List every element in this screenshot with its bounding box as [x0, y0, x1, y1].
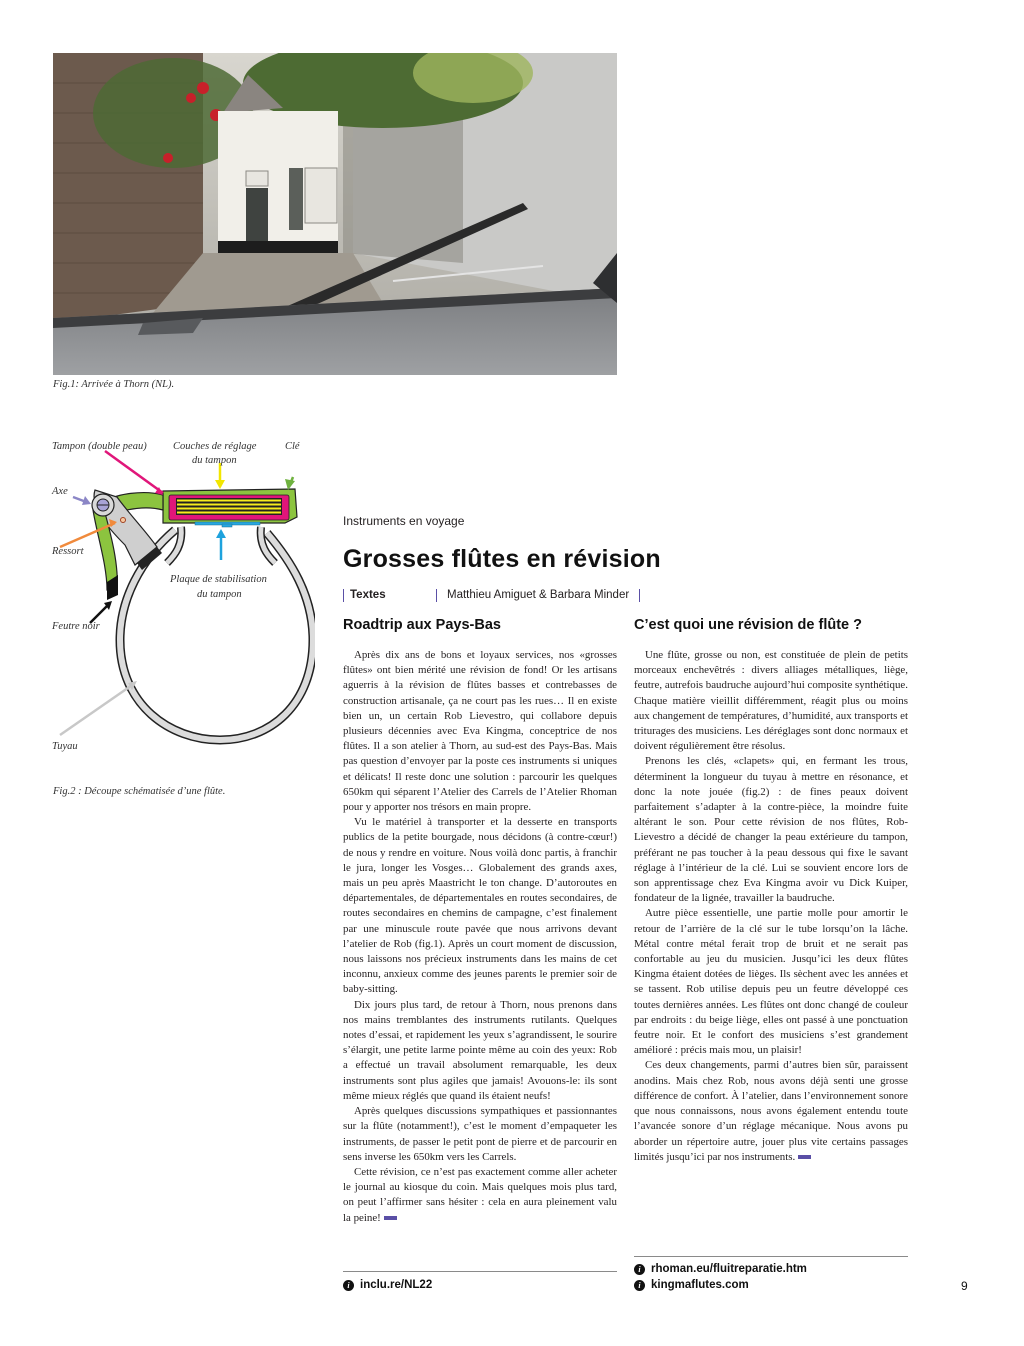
paragraph: Après quelques discussions sympathiques et passionnantes sur la flûte (notamment!), c’est le moment d’empaqueter les instruments, de passer le petit pont de pierre et de parcourir en sens inverse les 650km vers les Carrels. — [343, 1105, 617, 1163]
info-icon: i — [634, 1280, 645, 1291]
link-rhoman[interactable] — [634, 1263, 807, 1275]
paragraph: Après dix ans de bons et loyaux services, nos «grosses flûtes» ont bien mérité une révision de fond! Or les artisans aguerris à la révision de flûtes basses et contrebasses de construction artisanale, ça ne court pas les rues… Il en existe bien un, un certain Rob Lievestro, qui collabore depuis plusieurs décennies avec Eva Kingma, conceptrice de nos flûtes. Il a son atelier à Thorn, au sud-est des Pays-Bas. Mais pas question d’envoyer par la poste ces instruments si uniques et délicats! Il reste donc une solution : parcourir les quelques 650km qui séparent l’Atelier des Carrels de l’Atelier Rhoman pour y apporter nos trésors en main propre. — [343, 649, 617, 814]
end-mark-icon — [798, 1155, 811, 1159]
right-column — [634, 617, 908, 1165]
flute-key-cutaway-diagram — [45, 435, 315, 755]
figure-2-diagram — [45, 435, 315, 755]
info-icon: i — [634, 1264, 645, 1275]
label-couches-line2: du tampon — [192, 455, 237, 466]
section-kicker: Instruments en voyage — [343, 514, 465, 528]
label-couches-line1: Couches de réglage — [173, 441, 257, 452]
link-text[interactable]: rhoman.eu/fluitreparatie.htm — [651, 1263, 807, 1275]
label-ressort: Ressort — [52, 546, 84, 557]
label-plaque-line2: du tampon — [197, 589, 242, 600]
end-mark-icon — [384, 1216, 397, 1220]
label-axe: Axe — [52, 486, 68, 497]
page-number: 9 — [961, 1279, 968, 1293]
label-feutre: Feutre noir — [52, 621, 100, 632]
figure-1-photo — [53, 53, 617, 375]
label-tuyau: Tuyau — [52, 741, 78, 752]
paragraph-text: Ces deux changements, parmi d’autres bien sûr, paraissent anodins. Mais chez Rob, nous avons déjà senti une grosse différence de confort. À l’atelier, dans l’environnement sonore que nous connaissons, nous avons également entendu toute l’avancée sonore d’un réglage mécanique. Nous avons pu aborder un répertoire autre, jouer plus vite certains passages limités jusqu’ici par nos instruments. — [634, 1059, 908, 1163]
link-kingmaflutes[interactable] — [634, 1279, 749, 1291]
paragraph-text: Cette révision, ce n’est pas exactement comme aller acheter le journal au kiosque du coin. Mais quelques mois plus tard, on peut l’affirmer sans hésiter : cela en aura pleinement valu la peine! — [343, 1165, 617, 1224]
paragraph: Prenons les clés, «clapets» qui, en fermant les trous, déterminent la longueur du tuyau à mettre en résonance, et donc la note jouée (fig.2) : de fines peaux doivent parfaitement s’adapter à la contre-pièce, la moindre fuite altérant le son. Pour cette révision de nos flûtes, Rob-Lievestro a décidé de changer la peau extérieure du tampon, préférant ne pas toucher à la peau dessous qui fixe le savant réglage à l’intérieur de la clé. Lui se souvient encore lors de son apprentissage chez Eva Kingma avoir vu Dick Kuiper, fondateur de la lignée, travailler la baudruche. — [634, 755, 908, 905]
left-footer-rule — [343, 1271, 617, 1272]
right-column-heading: C’est quoi une révision de flûte ? — [634, 617, 862, 633]
byline-authors: Matthieu Amiguet & Barbara Minder — [447, 589, 630, 601]
byline-divider — [343, 589, 344, 602]
left-column — [343, 617, 617, 1226]
byline-divider — [639, 589, 640, 602]
paragraph: Une flûte, grosse ou non, est constituée de plein de petits morceaux enchevêtrés : divers alliages métalliques, liège, feutre, autrefois baudruche aujourd’hui composite synthétique. Chaque matière vieillit différemment, réagit plus ou moins aux changement de températures, d’humidité, aux transports et triturages des musiciens. Les déréglages sont donc normaux et doivent régulièrement être résolus. — [634, 649, 908, 753]
figure-1-caption: Fig.1: Arrivée à Thorn (NL). — [53, 379, 175, 390]
label-tampon: Tampon (double peau) — [52, 441, 147, 452]
info-icon: i — [343, 1280, 354, 1291]
byline-divider — [436, 589, 437, 602]
paragraph: Vu le matériel à transporter et la desserte en transports publics de la petite bourgade, nous décidons (à contre-cœur!) de nous y rendre en voiture. Nous voilà donc partis, à franchir le jura, longer les Vosges… Globalement des grands axes, mais un peu après Maastricht le ton change. D’autoroutes en départementales, de départementales en routes secondaires, de routes secondaires en chemins de campagne, c’est finalement par une minuscule route pavée que nous arrivons devant l’atelier de Rob (fig.1). Après un court moment de discussion, nous laissons nos précieux instruments dans les mains de cet inconnu, anxieux comme des jeunes parents le premier soir de baby-sitting. — [343, 816, 617, 996]
windshield-street-photo — [53, 53, 617, 375]
link-text[interactable]: inclu.re/NL22 — [360, 1279, 433, 1291]
byline-role: Textes — [350, 589, 386, 601]
label-plaque-line1: Plaque de stabilisation — [170, 574, 267, 585]
left-column-heading: Roadtrip aux Pays-Bas — [343, 617, 501, 633]
paragraph-last — [343, 1165, 617, 1226]
label-cle: Clé — [285, 441, 300, 452]
article-title: Grosses flûtes en révision — [343, 545, 661, 573]
paragraph: Autre pièce essentielle, une partie molle pour amortir le retour de l’arrière de la clé sur le tube lorsqu’on la lâche. Métal contre métal ferait trop de bruit et ne serait pas confortable au jeu du musicien. Jusqu’ici les deux flûtes Kingma étaient dotées de lièges. Ils sèchent avec les années et se tassent. Rob utilise depuis peu un feutre développé ces toutes dernières années. Les flûtes ont donc changé de couleur par endroits : du beige liège, elles ont passé à une ponctuation feutre noir. Et le confort des musiciens s’est grandement amélioré : précis mais mou, un plaisir! — [634, 907, 908, 1057]
link-inclu[interactable] — [343, 1279, 432, 1291]
paragraph-last — [634, 1058, 908, 1164]
paragraph: Dix jours plus tard, de retour à Thorn, nous prenons dans nos mains tremblantes des instruments rutilants. Quelques notes d’essai, et rapidement les yeux s’agrandissent, le sourire s’élargit, une petite larme pointe même au coin des yeux: Rob a effectué un travail absolument remarquable, les deux instruments sont plus agiles que jamais! Avouons-le: ils sont même mieux réglés que quand ils étaient neufs! — [343, 998, 617, 1102]
link-text[interactable]: kingmaflutes.com — [651, 1279, 749, 1291]
byline — [343, 588, 640, 602]
figure-2-caption: Fig.2 : Découpe schématisée d’une flûte. — [53, 786, 226, 797]
right-footer-rule — [634, 1256, 908, 1257]
